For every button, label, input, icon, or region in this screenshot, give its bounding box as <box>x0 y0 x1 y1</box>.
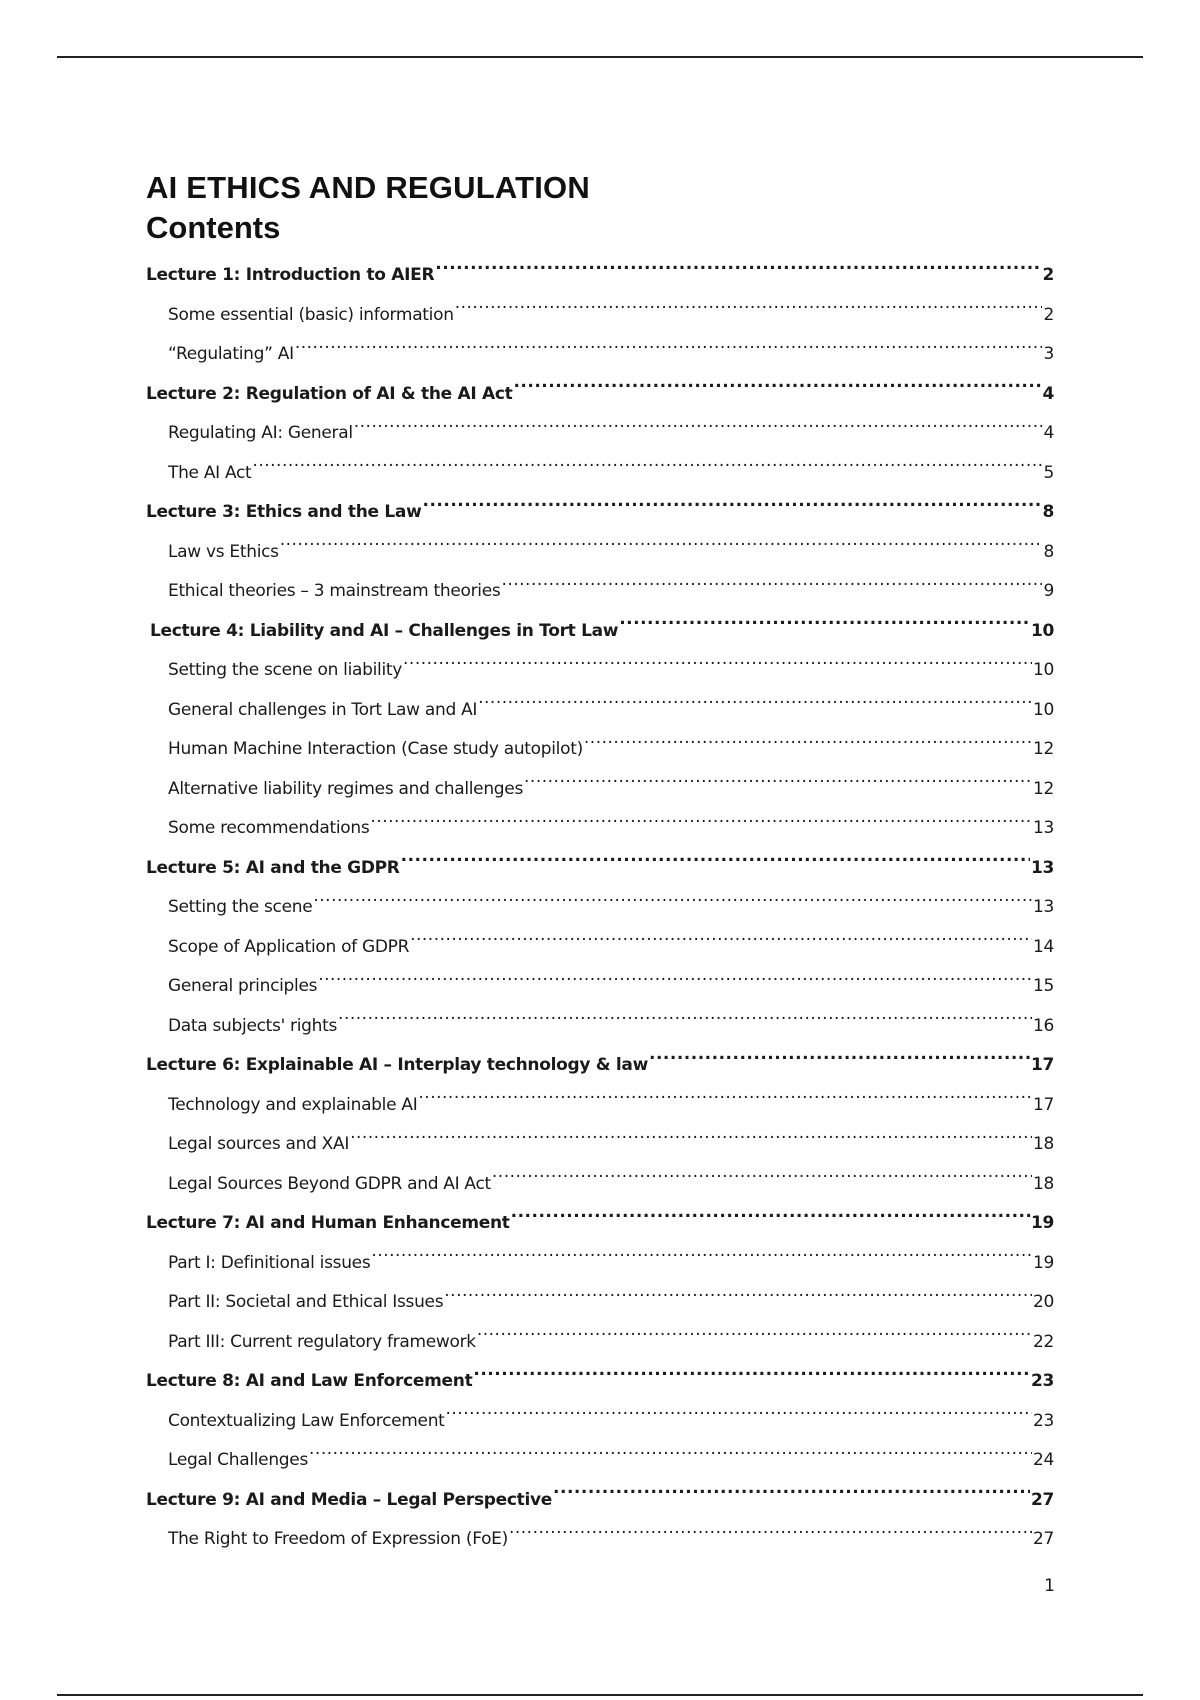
toc-entry-title: The Right to Freedom of Expression (FoE) <box>168 1529 508 1549</box>
toc-entry-page: 8 <box>1042 502 1054 522</box>
toc-entry-page: 2 <box>1043 304 1054 325</box>
toc-entry-title: Scope of Application of GDPR <box>168 936 410 957</box>
toc-entry-title: Lecture 6: Explainable AI – Interplay technology & law <box>146 1055 649 1075</box>
toc-dot-leader <box>350 1132 1032 1149</box>
toc-section-entry[interactable] <box>146 1441 1054 1481</box>
toc-dot-leader <box>435 263 1041 280</box>
toc-entry-page: 19 <box>1032 1252 1054 1273</box>
toc-dot-leader <box>418 1093 1032 1110</box>
toc-entry-page: 27 <box>1032 1529 1054 1549</box>
toc-entry-title: Setting the scene <box>168 897 313 917</box>
toc-entry-page: 16 <box>1032 1015 1054 1036</box>
toc-section-entry[interactable] <box>146 1402 1054 1442</box>
toc-entry-title: Legal sources and XAI <box>168 1134 350 1154</box>
document-page <box>146 168 1054 1560</box>
table-of-contents <box>146 256 1054 1560</box>
toc-dot-leader <box>509 1527 1032 1544</box>
toc-dot-leader <box>501 579 1042 596</box>
contents-heading: Contents <box>146 210 281 245</box>
toc-entry-page: 13 <box>1030 857 1054 878</box>
toc-dot-leader <box>354 421 1043 438</box>
toc-dot-leader <box>446 1409 1032 1426</box>
toc-entry-page: 18 <box>1032 1173 1054 1194</box>
toc-section-entry[interactable] <box>146 770 1054 810</box>
toc-entry-title: Lecture 4: Liability and AI – Challenges in Tort Law <box>150 620 619 641</box>
toc-lecture-entry[interactable] <box>146 612 1054 652</box>
toc-entry-page: 12 <box>1032 739 1054 759</box>
toc-entry-page: 22 <box>1032 1331 1054 1352</box>
toc-entry-page: 17 <box>1030 1055 1054 1075</box>
toc-entry-page: 27 <box>1030 1489 1054 1510</box>
toc-lecture-entry[interactable] <box>146 1362 1054 1402</box>
toc-entry-title: Ethical theories – 3 mainstream theories <box>168 581 501 601</box>
toc-section-entry[interactable] <box>146 809 1054 849</box>
toc-entry-page: 3 <box>1043 344 1054 364</box>
toc-dot-leader <box>410 935 1032 952</box>
toc-section-entry[interactable] <box>146 1244 1054 1284</box>
toc-entry-title: “Regulating” AI <box>168 344 294 364</box>
toc-dot-leader <box>584 737 1032 754</box>
toc-section-entry[interactable] <box>146 1007 1054 1047</box>
toc-section-entry[interactable] <box>146 1283 1054 1323</box>
toc-entry-title: Lecture 2: Regulation of AI & the AI Act <box>146 383 513 404</box>
toc-entry-page: 17 <box>1032 1094 1054 1115</box>
top-rule <box>57 56 1143 58</box>
toc-section-entry[interactable] <box>146 1520 1054 1560</box>
toc-lecture-entry[interactable] <box>146 256 1054 296</box>
toc-entry-page: 2 <box>1042 265 1054 285</box>
toc-entry-page: 18 <box>1032 1134 1054 1154</box>
toc-entry-page: 10 <box>1032 699 1054 720</box>
toc-dot-leader <box>478 698 1032 715</box>
toc-lecture-entry[interactable] <box>146 493 1054 533</box>
toc-entry-title: Alternative liability regimes and challenges <box>168 778 524 799</box>
toc-entry-title: Some essential (basic) information <box>168 304 454 325</box>
toc-entry-page: 23 <box>1030 1371 1054 1391</box>
toc-entry-page: 9 <box>1043 581 1054 601</box>
toc-entry-title: The AI Act <box>168 462 252 483</box>
toc-section-entry[interactable] <box>146 928 1054 968</box>
toc-dot-leader <box>370 816 1032 833</box>
toc-entry-title: General challenges in Tort Law and AI <box>168 699 478 720</box>
toc-dot-leader <box>511 1211 1030 1228</box>
toc-dot-leader <box>473 1369 1030 1386</box>
toc-entry-page: 4 <box>1043 423 1054 443</box>
toc-entry-title: Data subjects' rights <box>168 1015 338 1036</box>
toc-dot-leader <box>371 1251 1032 1268</box>
toc-lecture-entry[interactable] <box>146 1481 1054 1521</box>
toc-entry-title: Lecture 5: AI and the GDPR <box>146 857 400 878</box>
toc-entry-title: Lecture 9: AI and Media – Legal Perspective <box>146 1489 553 1510</box>
toc-section-entry[interactable] <box>146 335 1054 375</box>
toc-dot-leader <box>513 382 1041 399</box>
toc-entry-title: Contextualizing Law Enforcement <box>168 1410 445 1431</box>
toc-section-entry[interactable] <box>146 454 1054 494</box>
toc-dot-leader <box>313 895 1032 912</box>
toc-dot-leader <box>477 1330 1032 1347</box>
toc-entry-page: 19 <box>1030 1213 1054 1233</box>
toc-dot-leader <box>553 1488 1030 1505</box>
toc-section-entry[interactable] <box>146 1323 1054 1363</box>
toc-entry-title: Setting the scene on liability <box>168 660 403 680</box>
toc-dot-leader <box>492 1172 1032 1189</box>
toc-entry-title: Law vs Ethics <box>168 541 279 562</box>
toc-entry-title: Some recommendations <box>168 818 370 838</box>
toc-section-entry[interactable] <box>146 967 1054 1007</box>
toc-section-entry[interactable] <box>146 888 1054 928</box>
toc-dot-leader <box>318 974 1032 991</box>
toc-entry-title: General principles <box>168 976 318 996</box>
page-number: 1 <box>1044 1576 1055 1596</box>
toc-entry-title: Lecture 8: AI and Law Enforcement <box>146 1371 473 1391</box>
toc-entry-page: 4 <box>1042 383 1054 404</box>
toc-dot-leader <box>295 342 1043 359</box>
toc-entry-title: Regulating AI: General <box>168 423 353 443</box>
toc-dot-leader <box>403 658 1032 675</box>
toc-section-entry[interactable] <box>146 1165 1054 1205</box>
toc-lecture-entry[interactable] <box>146 1204 1054 1244</box>
toc-entry-page: 5 <box>1043 462 1054 483</box>
bottom-rule <box>57 1694 1143 1696</box>
toc-lecture-entry[interactable] <box>146 1046 1054 1086</box>
toc-entry-page: 10 <box>1030 620 1054 641</box>
toc-entry-page: 24 <box>1032 1450 1054 1470</box>
toc-section-entry[interactable] <box>146 730 1054 770</box>
toc-dot-leader <box>524 777 1032 794</box>
toc-entry-page: 23 <box>1032 1410 1054 1431</box>
toc-lecture-entry[interactable] <box>146 849 1054 889</box>
toc-entry-page: 13 <box>1032 818 1054 838</box>
toc-section-entry[interactable] <box>146 533 1054 573</box>
toc-entry-title: Lecture 3: Ethics and the Law <box>146 502 422 522</box>
toc-entry-page: 14 <box>1032 936 1054 957</box>
toc-entry-title: Lecture 1: Introduction to AIER <box>146 265 435 285</box>
toc-dot-leader <box>619 619 1030 636</box>
toc-entry-title: Lecture 7: AI and Human Enhancement <box>146 1213 510 1233</box>
toc-section-entry[interactable] <box>146 1125 1054 1165</box>
toc-entry-title: Legal Sources Beyond GDPR and AI Act <box>168 1173 491 1194</box>
toc-entry-page: 12 <box>1032 778 1054 799</box>
toc-entry-title: Part II: Societal and Ethical Issues <box>168 1292 444 1312</box>
toc-entry-page: 8 <box>1043 541 1054 562</box>
toc-section-entry[interactable] <box>146 1086 1054 1126</box>
toc-entry-title: Legal Challenges <box>168 1450 309 1470</box>
toc-entry-page: 15 <box>1032 976 1054 996</box>
toc-entry-page: 20 <box>1032 1292 1054 1312</box>
toc-dot-leader <box>309 1448 1032 1465</box>
toc-entry-title: Part I: Definitional issues <box>168 1252 371 1273</box>
toc-dot-leader <box>280 540 1043 557</box>
toc-entry-page: 10 <box>1032 660 1054 680</box>
toc-dot-leader <box>401 856 1030 873</box>
toc-entry-title: Human Machine Interaction (Case study autopilot) <box>168 739 583 759</box>
toc-section-entry[interactable] <box>146 296 1054 336</box>
toc-section-entry[interactable] <box>146 414 1054 454</box>
toc-section-entry[interactable] <box>146 691 1054 731</box>
toc-lecture-entry[interactable] <box>146 375 1054 415</box>
toc-section-entry[interactable] <box>146 572 1054 612</box>
toc-section-entry[interactable] <box>146 651 1054 691</box>
toc-entry-title: Technology and explainable AI <box>168 1094 418 1115</box>
toc-dot-leader <box>252 461 1042 478</box>
toc-entry-page: 13 <box>1032 897 1054 917</box>
toc-dot-leader <box>422 500 1041 517</box>
toc-entry-title: Part III: Current regulatory framework <box>168 1331 476 1352</box>
document-title: AI ETHICS AND REGULATION <box>146 170 590 205</box>
toc-dot-leader <box>649 1053 1030 1070</box>
toc-dot-leader <box>455 303 1043 320</box>
toc-dot-leader <box>444 1290 1032 1307</box>
toc-dot-leader <box>338 1014 1032 1031</box>
